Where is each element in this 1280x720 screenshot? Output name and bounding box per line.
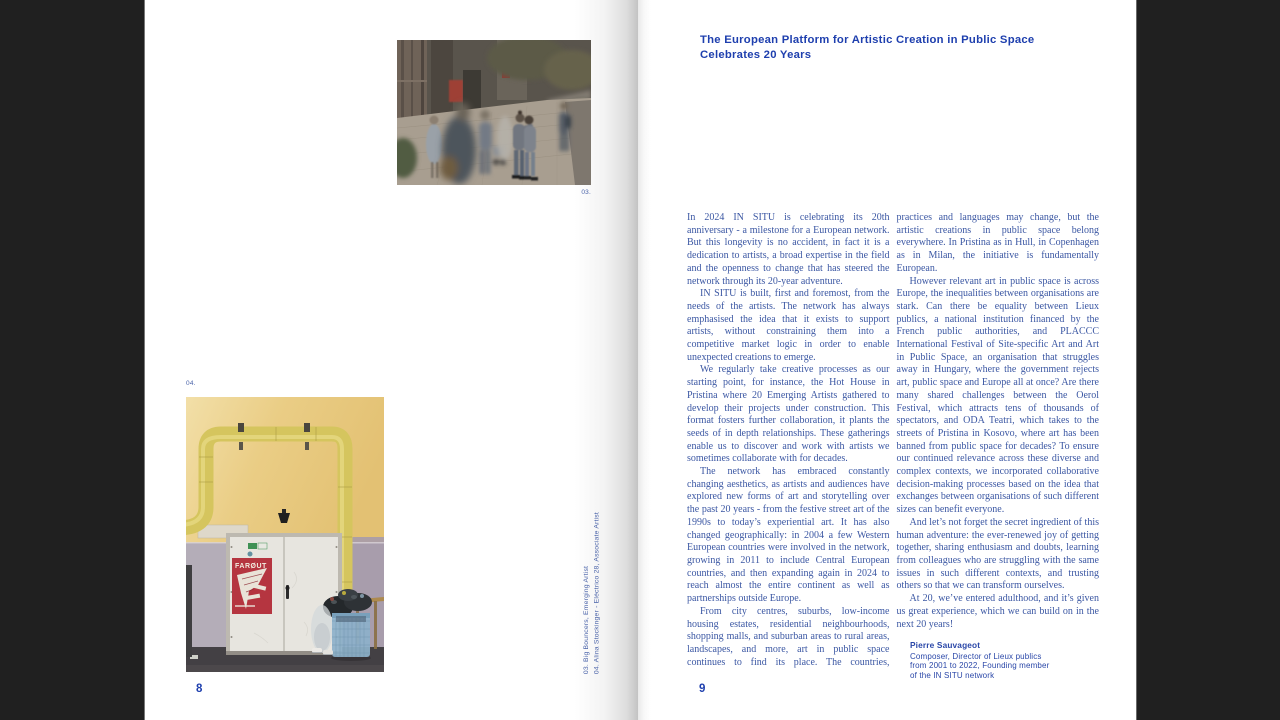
page-number-right: 9 [699, 683, 706, 695]
article-columns [687, 212, 1099, 678]
photo-street-scene [397, 40, 591, 185]
paragraph: In 2024 IN SITU is celebrating its 20th anniversary - a milestone for a European network. But this longevity is no accident, in fact it is a dedication to artists, a broad expertise in the field and the openness to change that has steered the network through its 20-year adventure. [687, 212, 890, 287]
signature-name: Pierre Sauvageot [910, 640, 981, 650]
photo-door-scene [186, 397, 384, 672]
vertical-caption-line: 04. Alina Stockinger - Eléctrico 28, Associate Artist [593, 511, 601, 674]
photo-caption-03: 03. [581, 189, 591, 196]
paragraph: The network has embraced constantly changing aesthetics, as artists and audiences have explored new forms of art and storytelling over the past 20 years - from the festive street art of the 1990s to today’s experiential art. It has also changed geographically: in 2004 a few Western European countries were involved in the network, growing in 2011 to include Central European countries, and then expanding again in 2024 to reach almost the entire continent as well as partnerships outside Europe. [687, 466, 890, 605]
signature-line: from 2001 to 2022, Founding member [910, 661, 1050, 671]
paragraph: From city centres, suburbs, low-income housing estates, residential neighbourhoods, shopping malls, and suburban areas to rural areas, landscapes, and more, art in public space continues to find its place. The countries, practices and languages may change, but the artistic creations in public space belong everywhere. In Pristina as in Hull, in Copenhagen as in Milan, the initiative is fundamentally European. [687, 212, 1099, 668]
street-photo-illustration [397, 40, 591, 185]
paragraph: And let’s not forget the secret ingredient of this human adventure: the ever-renewed joy of getting together, sharing enthusiasm and doubts, learning from colleagues who are struggling with the same issues in such different contexts, and trusting others so that we can transform ourselves. [896, 516, 1099, 592]
door-photo-illustration [186, 397, 384, 672]
title-line: The European Platform for Artistic Creation in Public Space [700, 34, 1035, 46]
signature-line: Composer, Director of Lieux publics [910, 651, 1042, 661]
photo-caption-04: 04. [186, 380, 196, 387]
signature-line: of the IN SITU network [910, 670, 995, 680]
left-page [144, 0, 639, 720]
paragraph: At 20, we’ve entered adulthood, and it’s given us great experience, which we can build on in the next 20 years! [896, 593, 1099, 630]
paragraph: We regularly take creative processes as our starting point, for instance, the Hot House in Pristina where 20 Emerging Artists gathered to develop their projects under construction. This format fosters further collaboration, it plants the seeds of in depth relationships. These gatherings enable us to discover and work with artists we sometimes collaborate with for decades. [687, 364, 890, 465]
signature-block [910, 641, 1049, 680]
door-poster-text: FARØUT [235, 563, 267, 570]
vertical-caption-line: 03. Big Bouncers, Emerging Artist [583, 565, 590, 674]
paragraph: IN SITU is built, first and foremost, from the needs of the artists. The network has always emphasised the idea that it exists to support artists, without constraining them into a competitive market logic in order to enable unexpected creations to emerge. [687, 288, 890, 363]
page-number-left: 8 [196, 683, 203, 695]
right-page [638, 0, 1137, 720]
article-title [700, 33, 1080, 63]
vertical-captions [582, 512, 603, 674]
paragraph: However relevant art in public space is across Europe, the inequalities between organisations are stark. Can there be equality between Lieux publics, a national institution financed by the French public authorities, and PLACCC International Festival of Site-specific Art and Art in Public Space, an organisation that struggles away in Hungary, where the government rejects art, public space and Europe all at once? Are there many shared challenges between the Oerol Festival, which attracts tens of thousands of spectators, and ODA Teatri, which takes to the streets of Pristina in Kosovo, where art has been banned from public space for decades? To ensure our continued relevance across these diverse and complex contexts, we incorporated collaborative decision-making processes based on the idea that exchanges between organisations of such different sizes can benefit everyone. [896, 275, 1099, 516]
title-line: Celebrates 20 Years [700, 49, 812, 61]
signature-lines [910, 652, 1049, 681]
